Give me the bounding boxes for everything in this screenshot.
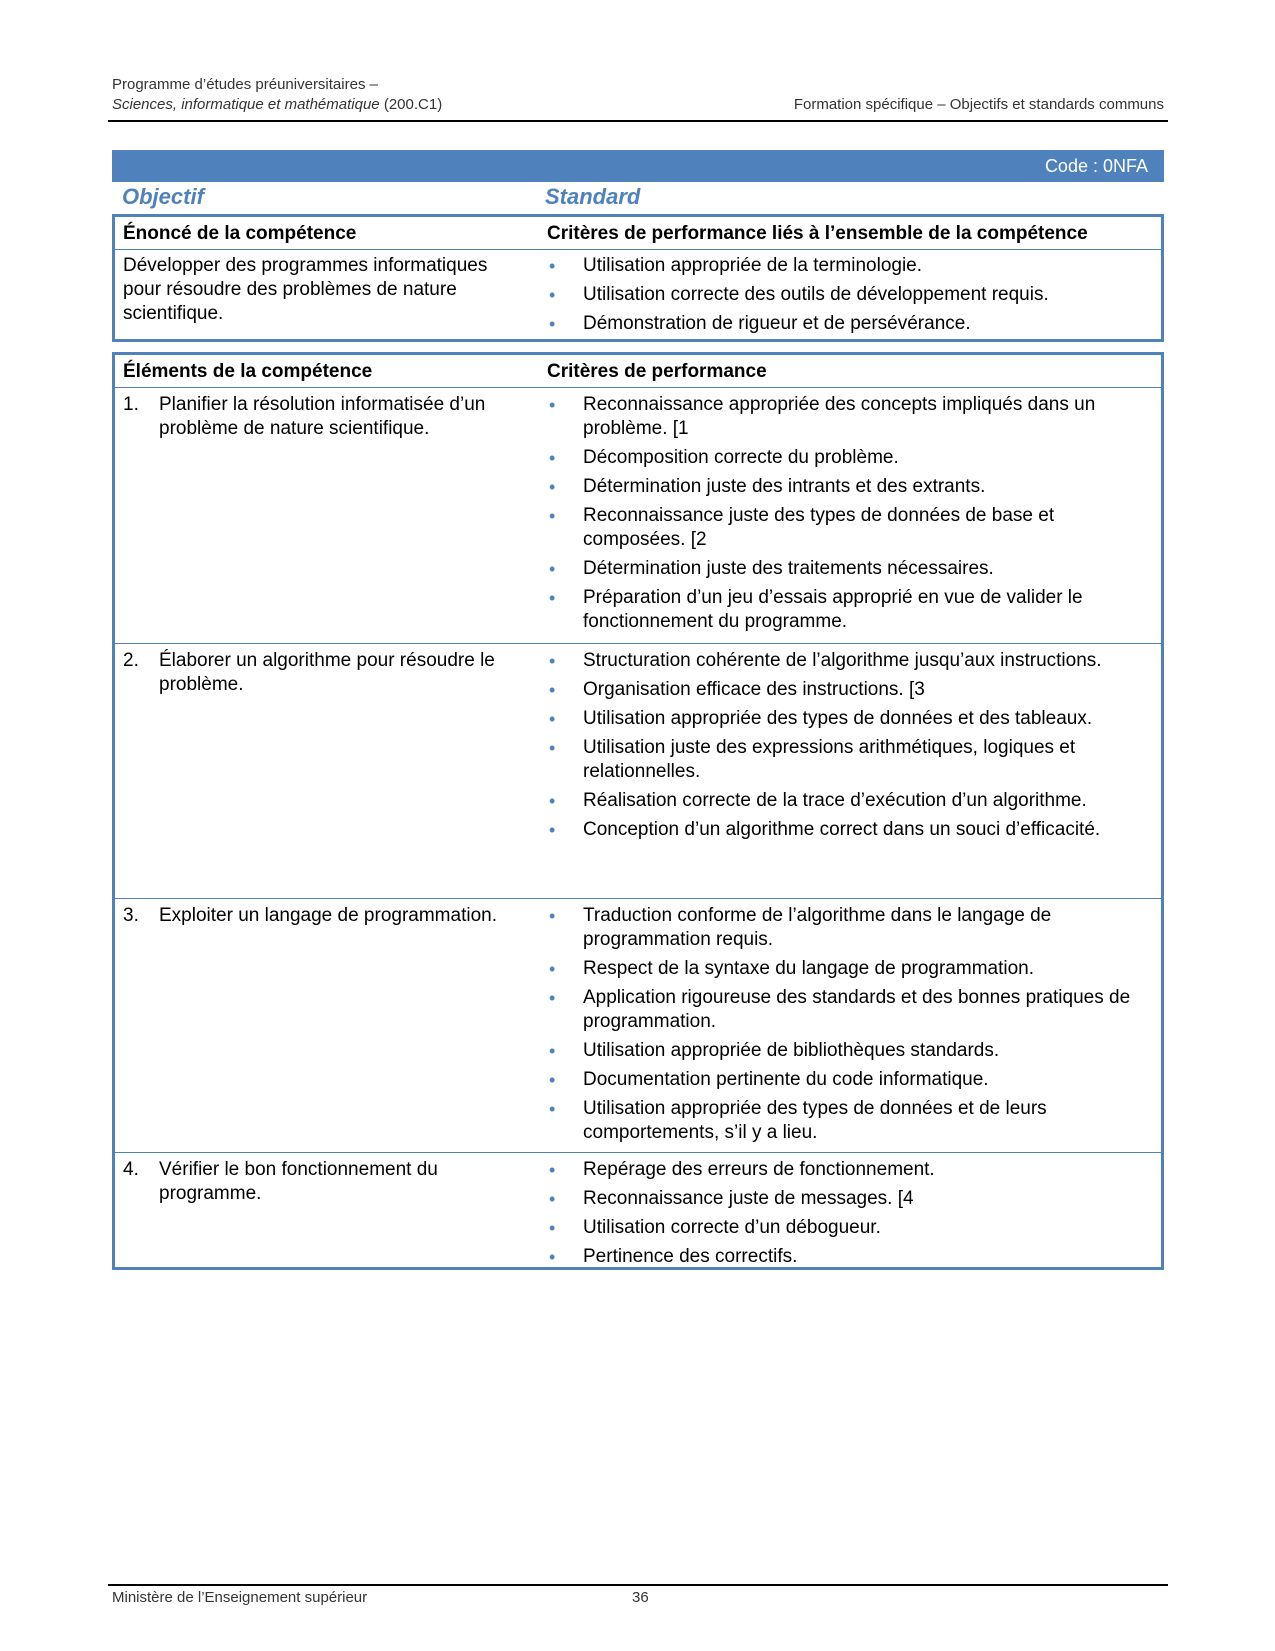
criterion-item: • Reconnaissance appropriée des concepts impliqués dans un problème. [1: [547, 393, 1147, 441]
criterion-item: • Conception d’un algorithme correct dans un souci d’efficacité.: [547, 818, 1147, 842]
element-text: Élaborer un algorithme pour résoudre le problème.: [159, 650, 495, 695]
row-divider: [115, 249, 1161, 250]
page-footer: [112, 1589, 1164, 1606]
element-number: 3.: [123, 905, 139, 926]
element-text: Vérifier le bon fonctionnement du programme.: [159, 1159, 438, 1204]
criterion-item: • Organisation efficace des instructions. [3: [547, 678, 1147, 702]
competence-statement: Développer des programmes informatiques pour résoudre des problèmes de nature scientifique.: [123, 255, 488, 324]
criterion-item: • Reconnaissance juste des types de données de base et composées. [2: [547, 504, 1147, 552]
element-text: Planifier la résolution informatisée d’un problème de nature scientifique.: [159, 394, 486, 439]
criterion-item: • Utilisation juste des expressions arithmétiques, logiques et relationnelles.: [547, 736, 1147, 784]
header-divider: [108, 120, 1168, 122]
elements-table: [112, 352, 1164, 1270]
element-number: 1.: [123, 394, 139, 415]
criteres-ensemble-label: Critères de performance liés à l’ensemble de la compétence: [547, 223, 1088, 244]
element-number: 2.: [123, 650, 139, 671]
element-number: 4.: [123, 1159, 139, 1180]
criterion-item: • Utilisation appropriée des types de données et de leurs comportements, s’il y a lieu.: [547, 1097, 1147, 1145]
criterion-item: • Utilisation appropriée des types de données et des tableaux.: [547, 707, 1147, 731]
program-code: (200.C1): [383, 96, 443, 113]
objectif-heading: Objectif: [122, 184, 204, 209]
criteres-label: Critères de performance: [547, 361, 767, 382]
criterion-item: • Application rigoureuse des standards et des bonnes pratiques de programmation.: [547, 986, 1147, 1034]
criterion-item: • Réalisation correcte de la trace d’exécution d’un algorithme.: [547, 789, 1147, 813]
criterion-item: • Reconnaissance juste de messages. [4: [547, 1187, 1147, 1211]
page-number: 36: [632, 1589, 649, 1606]
criterion-item: • Documentation pertinente du code informatique.: [547, 1068, 1147, 1092]
row-divider: [115, 898, 1161, 899]
criterion-item: • Respect de la syntaxe du langage de programmation.: [547, 957, 1147, 981]
criterion-item: • Traduction conforme de l’algorithme dans le langage de programmation requis.: [547, 904, 1147, 952]
program-subtitle: [112, 96, 442, 113]
criterion-item: • Pertinence des correctifs.: [547, 1245, 1147, 1269]
element-text: Exploiter un langage de programmation.: [159, 905, 497, 926]
criterion-item: • Structuration cohérente de l’algorithme jusqu’aux instructions.: [547, 649, 1147, 673]
program-title: Programme d’études préuniversitaires –: [112, 76, 378, 93]
ministry-name: Ministère de l’Enseignement supérieur: [112, 1589, 368, 1606]
footer-divider: [108, 1584, 1168, 1586]
competence-criterion-item: • Démonstration de rigueur et de persévérance.: [547, 312, 1147, 336]
criterion-item: • Utilisation appropriée de bibliothèques standards.: [547, 1039, 1147, 1063]
row-divider: [115, 1152, 1161, 1153]
competence-criterion-item: • Utilisation appropriée de la terminologie.: [547, 254, 1147, 278]
criteria-list: [547, 393, 1147, 639]
program-name: Sciences, informatique et mathématique: [112, 96, 380, 113]
row-divider: [115, 387, 1161, 388]
criterion-item: • Détermination juste des intrants et des extrants.: [547, 475, 1147, 499]
criterion-item: • Préparation d’un jeu d’essais approprié en vue de valider le fonctionnement du programme.: [547, 586, 1147, 634]
criterion-item: • Décomposition correcte du problème.: [547, 446, 1147, 470]
enonce-label: Énoncé de la compétence: [123, 223, 357, 244]
criteria-list: [547, 649, 1147, 847]
competency-code: Code : 0NFA: [1044, 156, 1148, 176]
criterion-item: • Détermination juste des traitements nécessaires.: [547, 557, 1147, 581]
elements-label: Éléments de la compétence: [123, 361, 373, 382]
competence-criterion-item: • Utilisation correcte des outils de développement requis.: [547, 283, 1147, 307]
competence-criteria-list: [547, 254, 1147, 341]
code-bar: [112, 150, 1164, 182]
page-header: [112, 76, 1164, 116]
standard-heading: Standard: [545, 184, 641, 209]
competence-table: [112, 214, 1164, 342]
section-title: Formation spécifique – Objectifs et standards communs: [793, 96, 1164, 113]
row-divider: [115, 643, 1161, 644]
criterion-item: • Utilisation correcte d’un débogueur.: [547, 1216, 1147, 1240]
criteria-list: [547, 904, 1147, 1150]
criteria-list: [547, 1158, 1147, 1274]
criterion-item: • Repérage des erreurs de fonctionnement.: [547, 1158, 1147, 1182]
